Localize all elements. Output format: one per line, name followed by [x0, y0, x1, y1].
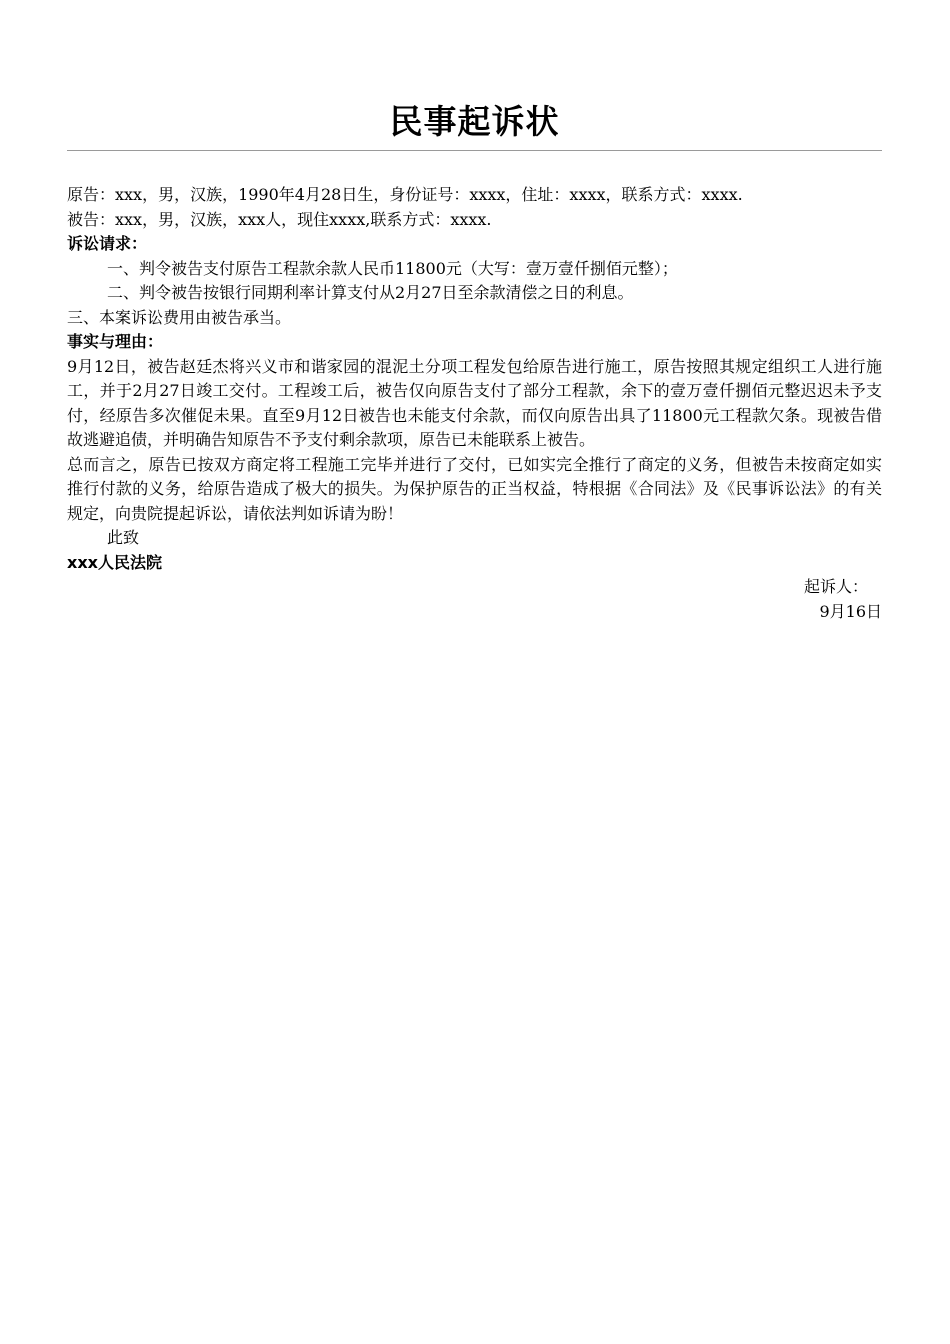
document-body: [67, 183, 882, 624]
plaintiff-info: 原告：xxx，男，汉族，1990年4月28日生，身份证号：xxxx，住址：xxxx，联系方式：xxxx.: [67, 185, 743, 204]
document-title: 民事起诉状: [389, 102, 560, 141]
court-name: xxx人民法院: [67, 552, 162, 572]
facts-paragraph-1: 9月12日，被告赵廷杰将兴义市和谐家园的混泥土分项工程发包给原告进行施工，原告按照其规定组织工人进行施工，并于2月27日竣工交付。工程竣工后，被告仅向原告支付了部分工程款，余下的壹万壹仟捌佰元整迟迟未予支付，经原告多次催促未果。直至9月12日被告也未能支付余款，而仅向原告出具了11800元工程款欠条。现被告借故逃避追债，并明确告知原告不予支付剩余款项，原告已未能联系上被告。: [67, 356, 882, 449]
defendant-info: 被告：xxx，男，汉族，xxx人，现住xxxx,联系方式：xxxx.: [67, 209, 492, 229]
claim-item-3: 三、本案诉讼费用由被告承当。: [67, 307, 292, 327]
salutation: 此致: [107, 528, 140, 547]
document-date: 9月16日: [819, 601, 882, 621]
document-page: [67, 100, 882, 624]
facts-paragraph-2: 总而言之，原告已按双方商定将工程施工完毕并进行了交付，已如实完全推行了商定的义务，但被告未按商定如实推行付款的义务，给原告造成了极大的损失。为保护原告的正当权益，特根据《合同法》及《民事诉讼法》的有关规定，向贵院提起诉讼，请依法判如诉请为盼！: [67, 454, 882, 523]
claim-item-1: 一、判令被告支付原告工程款余款人民币11800元（大写：壹万壹仟捌佰元整）；: [107, 258, 678, 278]
claims-heading: 诉讼请求：: [67, 234, 148, 253]
title-divider: [67, 150, 882, 151]
plaintiff-signature: 起诉人：: [803, 577, 868, 596]
facts-heading: 事实与理由：: [67, 332, 164, 351]
claim-item-2: 二、判令被告按银行同期利率计算支付从2月27日至余款清偿之日的利息。: [107, 283, 634, 302]
